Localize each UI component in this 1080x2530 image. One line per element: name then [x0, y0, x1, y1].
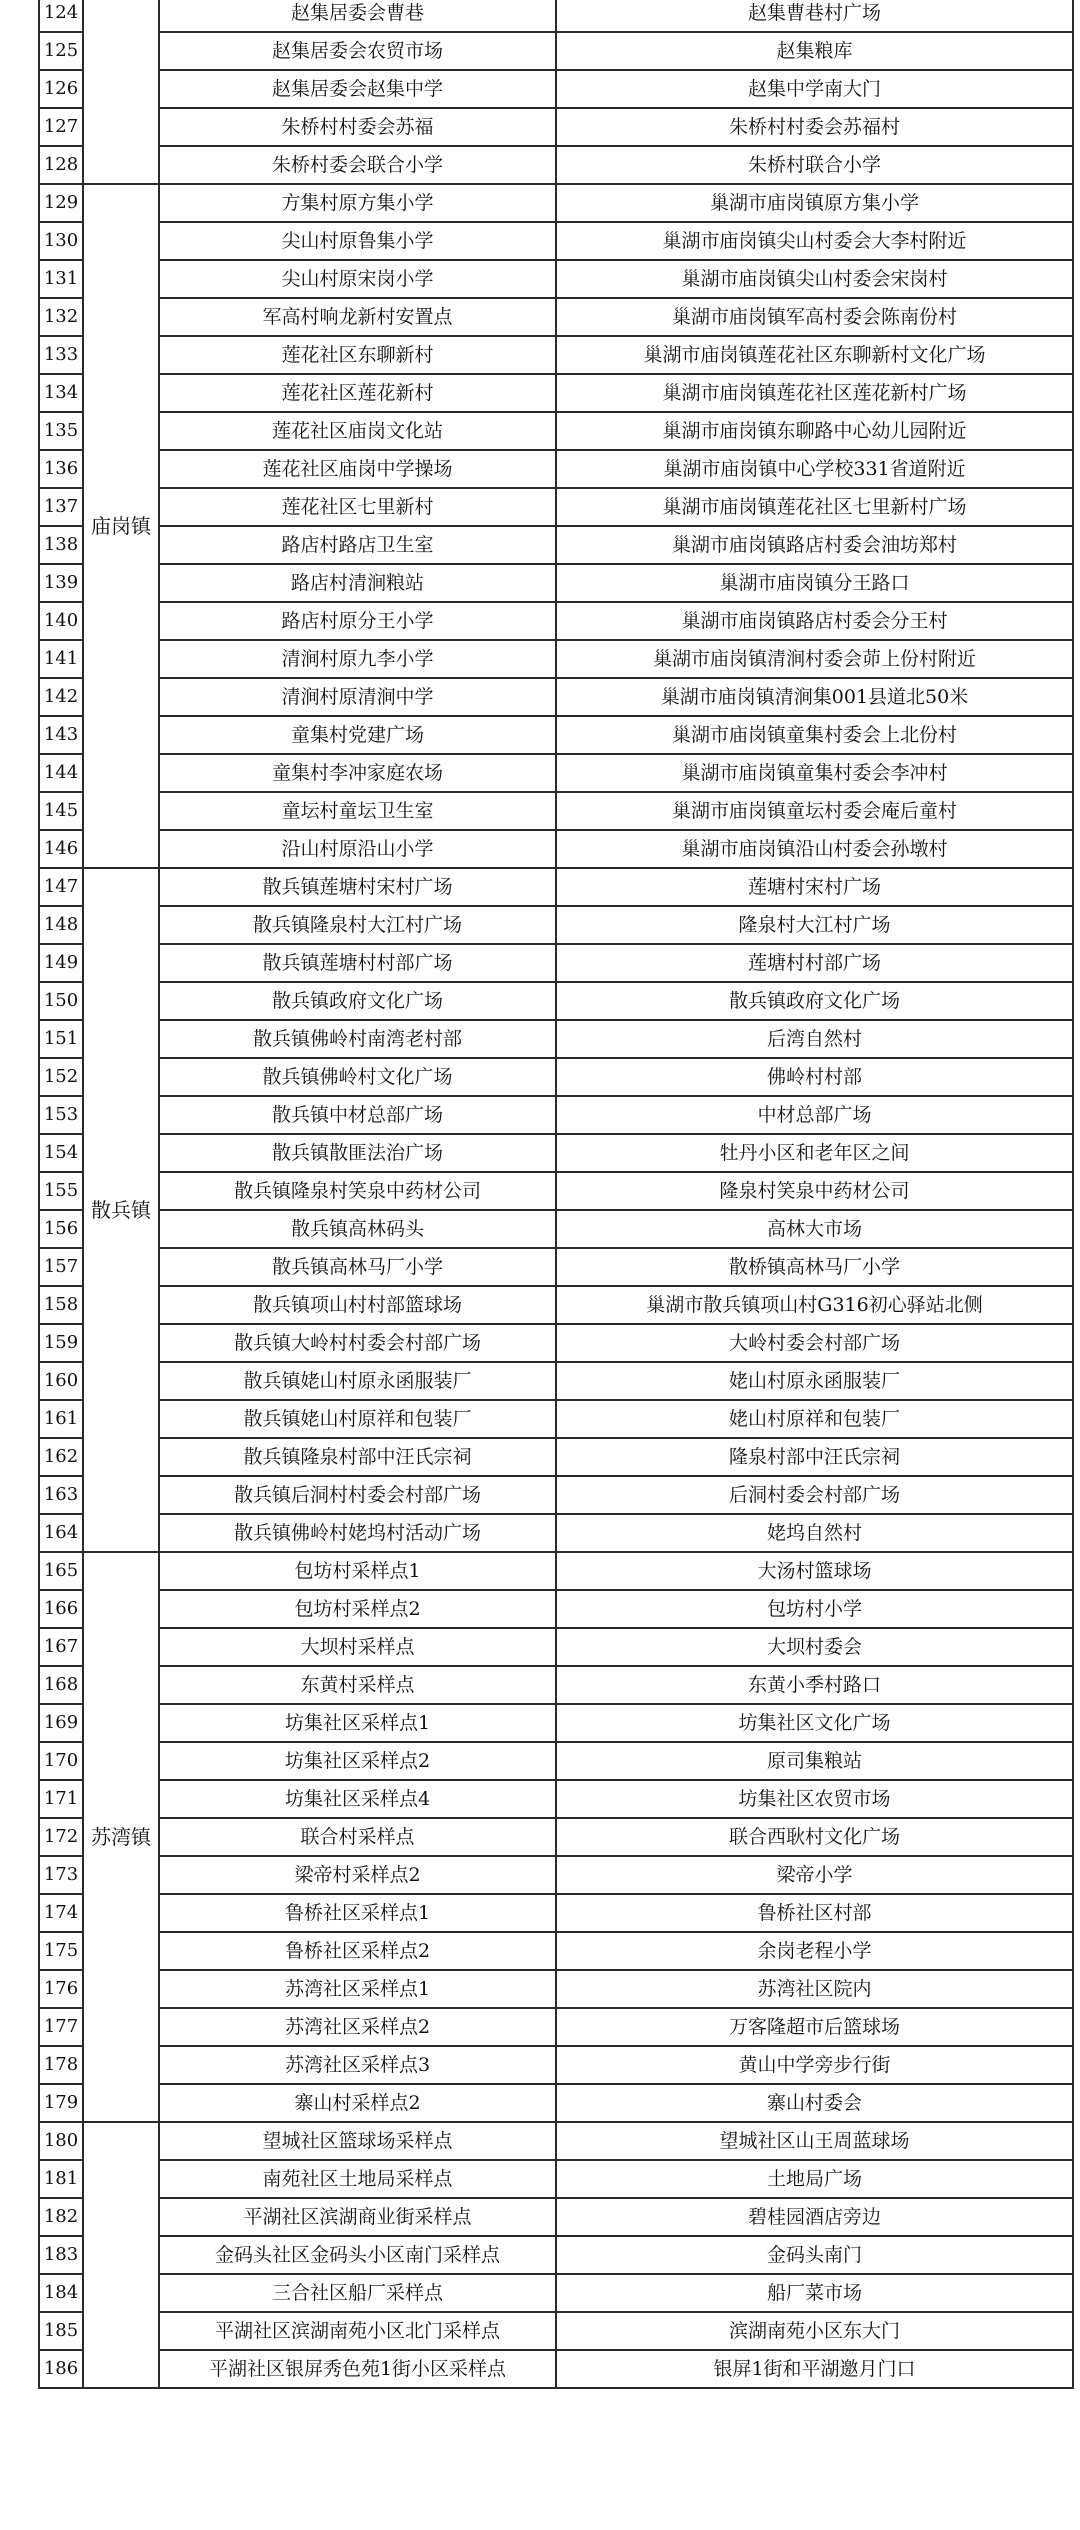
row-number: 168 — [39, 1666, 83, 1704]
address-cell: 巢湖市庙岗镇分王路口 — [556, 564, 1073, 602]
address-cell: 隆泉村部中汪氏宗祠 — [556, 1438, 1073, 1476]
address-cell: 巢湖市庙岗镇童集村委会李冲村 — [556, 754, 1073, 792]
sampling-site-cell: 尖山村原鲁集小学 — [159, 222, 556, 260]
address-cell: 巢湖市庙岗镇莲花社区七里新村广场 — [556, 488, 1073, 526]
address-cell: 高林大市场 — [556, 1210, 1073, 1248]
sampling-site-cell: 包坊村采样点2 — [159, 1590, 556, 1628]
address-cell: 牡丹小区和老年区之间 — [556, 1134, 1073, 1172]
town-cell — [83, 2122, 159, 2388]
row-number: 139 — [39, 564, 83, 602]
row-number: 182 — [39, 2198, 83, 2236]
table-row — [39, 32, 1073, 70]
row-number: 184 — [39, 2274, 83, 2312]
address-cell: 滨湖南苑小区东大门 — [556, 2312, 1073, 2350]
sampling-site-cell: 坊集社区采样点2 — [159, 1742, 556, 1780]
table-row — [39, 2046, 1073, 2084]
row-number: 138 — [39, 526, 83, 564]
row-number: 181 — [39, 2160, 83, 2198]
address-cell: 赵集曹巷村广场 — [556, 0, 1073, 32]
sampling-site-cell: 南苑社区土地局采样点 — [159, 2160, 556, 2198]
address-cell: 姥坞自然村 — [556, 1514, 1073, 1552]
row-number: 159 — [39, 1324, 83, 1362]
sampling-site-cell: 散兵镇大岭村村委会村部广场 — [159, 1324, 556, 1362]
sampling-site-cell: 东黄村采样点 — [159, 1666, 556, 1704]
address-cell: 东黄小季村路口 — [556, 1666, 1073, 1704]
sampling-site-cell: 散兵镇高林马厂小学 — [159, 1248, 556, 1286]
address-cell: 莲塘村村部广场 — [556, 944, 1073, 982]
row-number: 144 — [39, 754, 83, 792]
address-cell: 大坝村委会 — [556, 1628, 1073, 1666]
row-number: 135 — [39, 412, 83, 450]
row-number: 133 — [39, 336, 83, 374]
row-number: 155 — [39, 1172, 83, 1210]
table-row — [39, 1552, 1073, 1590]
table-row — [39, 906, 1073, 944]
address-cell: 后湾自然村 — [556, 1020, 1073, 1058]
address-cell: 巢湖市庙岗镇莲花社区东聊新村文化广场 — [556, 336, 1073, 374]
sampling-site-cell: 散兵镇散匪法治广场 — [159, 1134, 556, 1172]
address-cell: 余岗老程小学 — [556, 1932, 1073, 1970]
row-number: 141 — [39, 640, 83, 678]
row-number: 180 — [39, 2122, 83, 2160]
row-number: 129 — [39, 184, 83, 222]
sampling-site-cell: 平湖社区滨湖南苑小区北门采样点 — [159, 2312, 556, 2350]
address-cell: 坊集社区文化广场 — [556, 1704, 1073, 1742]
sampling-site-cell: 莲花社区庙岗中学操场 — [159, 450, 556, 488]
table-row — [39, 70, 1073, 108]
table-row — [39, 488, 1073, 526]
table-row — [39, 2350, 1073, 2388]
table-row — [39, 450, 1073, 488]
table-row — [39, 2312, 1073, 2350]
table-row — [39, 1286, 1073, 1324]
table-row — [39, 374, 1073, 412]
sampling-site-cell: 散兵镇姥山村原祥和包装厂 — [159, 1400, 556, 1438]
sampling-site-cell: 苏湾社区采样点3 — [159, 2046, 556, 2084]
table-row — [39, 1096, 1073, 1134]
table-row — [39, 1210, 1073, 1248]
sampling-site-cell: 鲁桥社区采样点2 — [159, 1932, 556, 1970]
row-number: 172 — [39, 1818, 83, 1856]
row-number: 152 — [39, 1058, 83, 1096]
table-row — [39, 868, 1073, 906]
sampling-site-cell: 散兵镇姥山村原永函服装厂 — [159, 1362, 556, 1400]
address-cell: 巢湖市庙岗镇东聊路中心幼儿园附近 — [556, 412, 1073, 450]
sampling-site-cell: 平湖社区银屏秀色苑1街小区采样点 — [159, 2350, 556, 2388]
table-row — [39, 2274, 1073, 2312]
address-cell: 赵集粮库 — [556, 32, 1073, 70]
sampling-site-cell: 朱桥村村委会苏福 — [159, 108, 556, 146]
address-cell: 隆泉村笑泉中药材公司 — [556, 1172, 1073, 1210]
sampling-site-cell: 散兵镇中材总部广场 — [159, 1096, 556, 1134]
table-row — [39, 754, 1073, 792]
sampling-site-cell: 童集村李冲家庭农场 — [159, 754, 556, 792]
address-cell: 巢湖市庙岗镇原方集小学 — [556, 184, 1073, 222]
address-cell: 原司集粮站 — [556, 1742, 1073, 1780]
row-number: 165 — [39, 1552, 83, 1590]
row-number: 157 — [39, 1248, 83, 1286]
row-number: 177 — [39, 2008, 83, 2046]
row-number: 186 — [39, 2350, 83, 2388]
row-number: 173 — [39, 1856, 83, 1894]
table-row — [39, 2198, 1073, 2236]
row-number: 183 — [39, 2236, 83, 2274]
address-cell: 联合西耿村文化广场 — [556, 1818, 1073, 1856]
sampling-site-cell: 散兵镇莲塘村宋村广场 — [159, 868, 556, 906]
address-cell: 巢湖市庙岗镇童集村委会上北份村 — [556, 716, 1073, 754]
address-cell: 寨山村委会 — [556, 2084, 1073, 2122]
table-row — [39, 1172, 1073, 1210]
row-number: 142 — [39, 678, 83, 716]
table-row — [39, 1932, 1073, 1970]
row-number: 176 — [39, 1970, 83, 2008]
sampling-site-cell: 平湖社区滨湖商业街采样点 — [159, 2198, 556, 2236]
address-cell: 巢湖市庙岗镇沿山村委会孙墩村 — [556, 830, 1073, 868]
address-cell: 巢湖市庙岗镇莲花社区莲花新村广场 — [556, 374, 1073, 412]
address-cell: 巢湖市庙岗镇尖山村委会大李村附近 — [556, 222, 1073, 260]
sampling-sites-table-container — [38, 0, 1072, 2389]
table-row — [39, 982, 1073, 1020]
table-row — [39, 2122, 1073, 2160]
table-row — [39, 1856, 1073, 1894]
table-row — [39, 1058, 1073, 1096]
address-cell: 坊集社区农贸市场 — [556, 1780, 1073, 1818]
row-number: 163 — [39, 1476, 83, 1514]
table-row — [39, 678, 1073, 716]
address-cell: 巢湖市庙岗镇清涧集001县道北50米 — [556, 678, 1073, 716]
table-row — [39, 1818, 1073, 1856]
town-cell — [83, 0, 159, 184]
row-number: 149 — [39, 944, 83, 982]
town-cell: 苏湾镇 — [83, 1552, 159, 2122]
address-cell: 金码头南门 — [556, 2236, 1073, 2274]
address-cell: 梁帝小学 — [556, 1856, 1073, 1894]
address-cell: 莲塘村宋村广场 — [556, 868, 1073, 906]
table-row — [39, 2236, 1073, 2274]
sampling-site-cell: 赵集居委会农贸市场 — [159, 32, 556, 70]
address-cell: 散桥镇高林马厂小学 — [556, 1248, 1073, 1286]
row-number: 170 — [39, 1742, 83, 1780]
sampling-site-cell: 方集村原方集小学 — [159, 184, 556, 222]
address-cell: 姥山村原祥和包装厂 — [556, 1400, 1073, 1438]
sampling-site-cell: 赵集居委会曹巷 — [159, 0, 556, 32]
address-cell: 万客隆超市后篮球场 — [556, 2008, 1073, 2046]
table-row — [39, 1248, 1073, 1286]
sampling-site-cell: 散兵镇佛岭村南湾老村部 — [159, 1020, 556, 1058]
row-number: 158 — [39, 1286, 83, 1324]
table-row — [39, 1742, 1073, 1780]
sampling-site-cell: 金码头社区金码头小区南门采样点 — [159, 2236, 556, 2274]
row-number: 166 — [39, 1590, 83, 1628]
address-cell: 巢湖市庙岗镇尖山村委会宋岗村 — [556, 260, 1073, 298]
row-number: 145 — [39, 792, 83, 830]
sampling-site-cell: 苏湾社区采样点1 — [159, 1970, 556, 2008]
row-number: 185 — [39, 2312, 83, 2350]
table-row — [39, 184, 1073, 222]
table-row — [39, 1324, 1073, 1362]
sampling-site-cell: 苏湾社区采样点2 — [159, 2008, 556, 2046]
row-number: 137 — [39, 488, 83, 526]
row-number: 169 — [39, 1704, 83, 1742]
sampling-site-cell: 散兵镇隆泉村大江村广场 — [159, 906, 556, 944]
sampling-site-cell: 联合村采样点 — [159, 1818, 556, 1856]
town-cell: 散兵镇 — [83, 868, 159, 1552]
row-number: 148 — [39, 906, 83, 944]
address-cell: 中材总部广场 — [556, 1096, 1073, 1134]
row-number: 156 — [39, 1210, 83, 1248]
table-row — [39, 412, 1073, 450]
sampling-site-cell: 散兵镇后洞村村委会村部广场 — [159, 1476, 556, 1514]
row-number: 151 — [39, 1020, 83, 1058]
row-number: 132 — [39, 298, 83, 336]
row-number: 131 — [39, 260, 83, 298]
sampling-site-cell: 莲花社区东聊新村 — [159, 336, 556, 374]
table-row — [39, 1400, 1073, 1438]
row-number: 178 — [39, 2046, 83, 2084]
sampling-site-cell: 散兵镇政府文化广场 — [159, 982, 556, 1020]
address-cell: 佛岭村村部 — [556, 1058, 1073, 1096]
table-row — [39, 260, 1073, 298]
table-row — [39, 1628, 1073, 1666]
table-row — [39, 1970, 1073, 2008]
table-row — [39, 1134, 1073, 1172]
row-number: 154 — [39, 1134, 83, 1172]
table-row — [39, 0, 1073, 32]
sampling-site-cell: 坊集社区采样点1 — [159, 1704, 556, 1742]
sampling-site-cell: 寨山村采样点2 — [159, 2084, 556, 2122]
table-row — [39, 1894, 1073, 1932]
table-row — [39, 108, 1073, 146]
table-row — [39, 1476, 1073, 1514]
row-number: 143 — [39, 716, 83, 754]
address-cell: 银屏1街和平湖邀月门口 — [556, 2350, 1073, 2388]
sampling-site-cell: 路店村原分王小学 — [159, 602, 556, 640]
address-cell: 大汤村篮球场 — [556, 1552, 1073, 1590]
row-number: 164 — [39, 1514, 83, 1552]
table-row — [39, 2160, 1073, 2198]
sampling-site-cell: 赵集居委会赵集中学 — [159, 70, 556, 108]
address-cell: 船厂菜市场 — [556, 2274, 1073, 2312]
sampling-site-cell: 莲花社区莲花新村 — [159, 374, 556, 412]
row-number: 134 — [39, 374, 83, 412]
table-row — [39, 564, 1073, 602]
address-cell: 姥山村原永函服装厂 — [556, 1362, 1073, 1400]
table-row — [39, 602, 1073, 640]
sampling-site-cell: 朱桥村委会联合小学 — [159, 146, 556, 184]
table-row — [39, 944, 1073, 982]
table-row — [39, 298, 1073, 336]
table-row — [39, 146, 1073, 184]
row-number: 136 — [39, 450, 83, 488]
address-cell: 隆泉村大江村广场 — [556, 906, 1073, 944]
table-row — [39, 2008, 1073, 2046]
sampling-site-cell: 莲花社区庙岗文化站 — [159, 412, 556, 450]
table-body — [39, 0, 1073, 2388]
row-number: 124 — [39, 0, 83, 32]
address-cell: 朱桥村村委会苏福村 — [556, 108, 1073, 146]
sampling-site-cell: 散兵镇隆泉村笑泉中药材公司 — [159, 1172, 556, 1210]
table-row — [39, 1704, 1073, 1742]
row-number: 147 — [39, 868, 83, 906]
table-row — [39, 2084, 1073, 2122]
row-number: 127 — [39, 108, 83, 146]
address-cell: 赵集中学南大门 — [556, 70, 1073, 108]
sampling-sites-table — [38, 0, 1074, 2389]
sampling-site-cell: 散兵镇隆泉村部中汪氏宗祠 — [159, 1438, 556, 1476]
row-number: 160 — [39, 1362, 83, 1400]
sampling-site-cell: 散兵镇佛岭村姥坞村活动广场 — [159, 1514, 556, 1552]
address-cell: 巢湖市庙岗镇路店村委会油坊郑村 — [556, 526, 1073, 564]
sampling-site-cell: 路店村清涧粮站 — [159, 564, 556, 602]
row-number: 167 — [39, 1628, 83, 1666]
address-cell: 鲁桥社区村部 — [556, 1894, 1073, 1932]
table-row — [39, 792, 1073, 830]
table-row — [39, 716, 1073, 754]
sampling-site-cell: 鲁桥社区采样点1 — [159, 1894, 556, 1932]
sampling-site-cell: 梁帝村采样点2 — [159, 1856, 556, 1894]
table-row — [39, 1438, 1073, 1476]
table-row — [39, 1020, 1073, 1058]
row-number: 153 — [39, 1096, 83, 1134]
address-cell: 大岭村委会村部广场 — [556, 1324, 1073, 1362]
address-cell: 巢湖市庙岗镇路店村委会分王村 — [556, 602, 1073, 640]
row-number: 140 — [39, 602, 83, 640]
table-row — [39, 1666, 1073, 1704]
table-row — [39, 830, 1073, 868]
sampling-site-cell: 散兵镇莲塘村村部广场 — [159, 944, 556, 982]
sampling-site-cell: 大坝村采样点 — [159, 1628, 556, 1666]
sampling-site-cell: 莲花社区七里新村 — [159, 488, 556, 526]
table-row — [39, 640, 1073, 678]
table-row — [39, 1590, 1073, 1628]
row-number: 128 — [39, 146, 83, 184]
sampling-site-cell: 散兵镇高林码头 — [159, 1210, 556, 1248]
address-cell: 散兵镇政府文化广场 — [556, 982, 1073, 1020]
table-row — [39, 1362, 1073, 1400]
address-cell: 巢湖市庙岗镇清涧村委会茆上份村附近 — [556, 640, 1073, 678]
row-number: 150 — [39, 982, 83, 1020]
table-row — [39, 222, 1073, 260]
row-number: 174 — [39, 1894, 83, 1932]
address-cell: 巢湖市庙岗镇中心学校331省道附近 — [556, 450, 1073, 488]
sampling-site-cell: 三合社区船厂采样点 — [159, 2274, 556, 2312]
sampling-site-cell: 路店村路店卫生室 — [159, 526, 556, 564]
sampling-site-cell: 清涧村原九李小学 — [159, 640, 556, 678]
address-cell: 巢湖市庙岗镇军高村委会陈南份村 — [556, 298, 1073, 336]
sampling-site-cell: 军高村响龙新村安置点 — [159, 298, 556, 336]
address-cell: 后洞村委会村部广场 — [556, 1476, 1073, 1514]
sampling-site-cell: 包坊村采样点1 — [159, 1552, 556, 1590]
address-cell: 土地局广场 — [556, 2160, 1073, 2198]
table-row — [39, 336, 1073, 374]
row-number: 161 — [39, 1400, 83, 1438]
sampling-site-cell: 童坛村童坛卫生室 — [159, 792, 556, 830]
row-number: 171 — [39, 1780, 83, 1818]
row-number: 146 — [39, 830, 83, 868]
row-number: 125 — [39, 32, 83, 70]
sampling-site-cell: 散兵镇佛岭村文化广场 — [159, 1058, 556, 1096]
sampling-site-cell: 望城社区篮球场采样点 — [159, 2122, 556, 2160]
address-cell: 黄山中学旁步行街 — [556, 2046, 1073, 2084]
row-number: 175 — [39, 1932, 83, 1970]
sampling-site-cell: 散兵镇项山村村部篮球场 — [159, 1286, 556, 1324]
town-cell: 庙岗镇 — [83, 184, 159, 868]
address-cell: 望城社区山王周蓝球场 — [556, 2122, 1073, 2160]
sampling-site-cell: 沿山村原沿山小学 — [159, 830, 556, 868]
address-cell: 碧桂园酒店旁边 — [556, 2198, 1073, 2236]
sampling-site-cell: 坊集社区采样点4 — [159, 1780, 556, 1818]
row-number: 179 — [39, 2084, 83, 2122]
sampling-site-cell: 清涧村原清涧中学 — [159, 678, 556, 716]
address-cell: 巢湖市散兵镇项山村G316初心驿站北侧 — [556, 1286, 1073, 1324]
row-number: 126 — [39, 70, 83, 108]
table-row — [39, 1514, 1073, 1552]
address-cell: 苏湾社区院内 — [556, 1970, 1073, 2008]
table-row — [39, 526, 1073, 564]
address-cell: 朱桥村联合小学 — [556, 146, 1073, 184]
table-row — [39, 1780, 1073, 1818]
sampling-site-cell: 尖山村原宋岗小学 — [159, 260, 556, 298]
address-cell: 巢湖市庙岗镇童坛村委会庵后童村 — [556, 792, 1073, 830]
row-number: 162 — [39, 1438, 83, 1476]
row-number: 130 — [39, 222, 83, 260]
address-cell: 包坊村小学 — [556, 1590, 1073, 1628]
sampling-site-cell: 童集村党建广场 — [159, 716, 556, 754]
